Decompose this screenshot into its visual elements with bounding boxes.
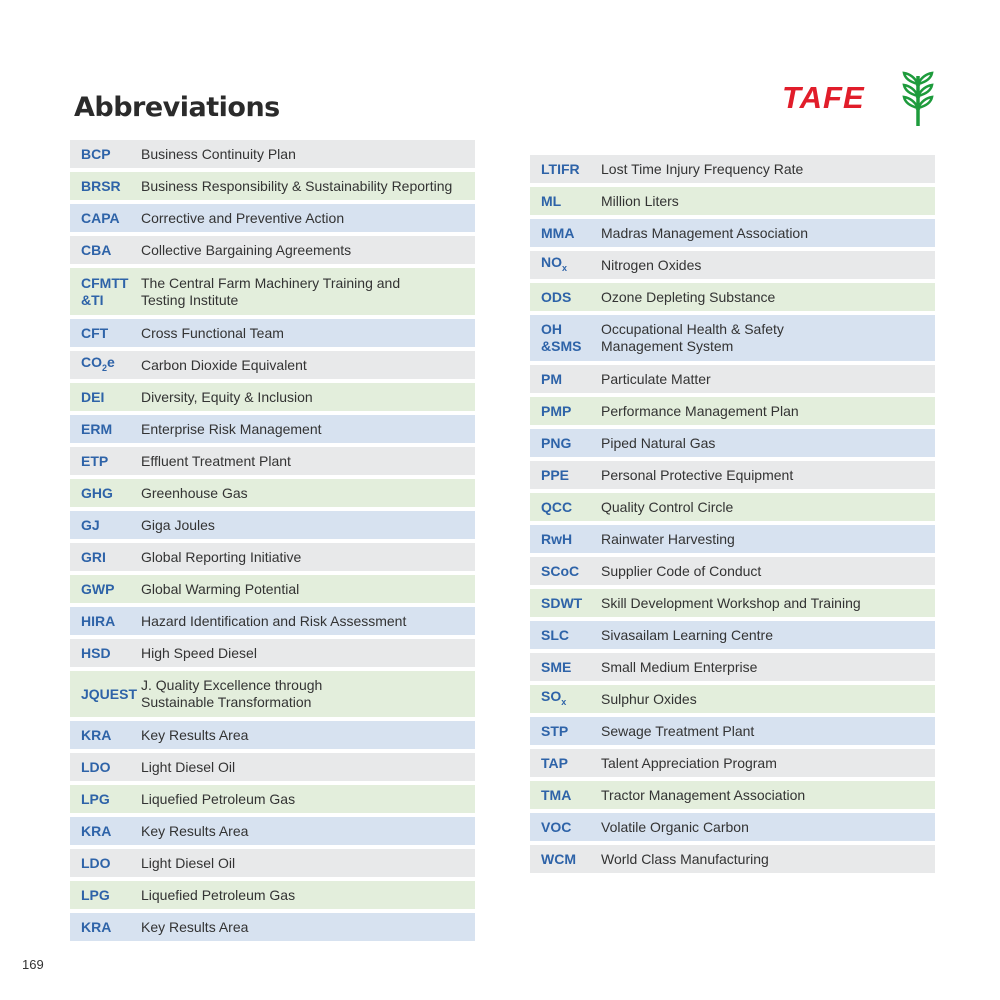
abbreviation-row bbox=[70, 639, 475, 667]
abbreviation-definition: Giga Joules bbox=[141, 516, 215, 533]
abbreviation-row bbox=[530, 749, 935, 777]
abbreviation-definition: Million Liters bbox=[601, 192, 679, 209]
abbreviation-definition: Business Responsibility & Sustainability Reporting bbox=[141, 177, 453, 194]
abbreviation-term: LDO bbox=[81, 758, 111, 775]
abbreviation-row bbox=[70, 319, 475, 347]
abbreviation-row bbox=[530, 781, 935, 809]
abbreviation-term: TMA bbox=[541, 786, 572, 803]
logo-text: TAFE bbox=[782, 80, 865, 115]
abbreviation-row bbox=[530, 219, 935, 247]
abbreviation-list-left bbox=[70, 140, 475, 945]
abbreviation-row bbox=[70, 447, 475, 475]
abbreviation-definition: Light Diesel Oil bbox=[141, 854, 236, 871]
abbreviation-term: PM bbox=[541, 370, 562, 387]
abbreviation-term: CFMTT &TI bbox=[81, 274, 129, 308]
abbreviation-term: KRA bbox=[81, 918, 112, 935]
abbreviation-definition: J. Quality Excellence through Sustainable Transformation bbox=[141, 677, 323, 710]
abbreviation-definition: Carbon Dioxide Equivalent bbox=[141, 356, 307, 373]
abbreviation-definition: Volatile Organic Carbon bbox=[601, 818, 749, 835]
abbreviation-definition: Skill Development Workshop and Training bbox=[601, 594, 861, 611]
abbreviation-definition: Lost Time Injury Frequency Rate bbox=[601, 160, 804, 177]
abbreviation-term: KRA bbox=[81, 726, 112, 743]
abbreviation-definition: Enterprise Risk Management bbox=[141, 420, 322, 437]
abbreviation-term: MMA bbox=[541, 224, 575, 241]
abbreviation-definition: World Class Manufacturing bbox=[601, 850, 769, 867]
abbreviation-term: ERM bbox=[81, 420, 113, 437]
abbreviation-definition: Business Continuity Plan bbox=[141, 145, 296, 162]
abbreviation-row bbox=[530, 315, 935, 361]
abbreviation-term: GHG bbox=[81, 484, 113, 501]
abbreviation-definition: Greenhouse Gas bbox=[141, 484, 248, 501]
abbreviation-term: PPE bbox=[541, 466, 570, 483]
abbreviation-definition: Effluent Treatment Plant bbox=[141, 452, 291, 469]
abbreviation-term: LPG bbox=[81, 886, 110, 903]
abbreviation-definition: Supplier Code of Conduct bbox=[601, 562, 762, 579]
abbreviation-row bbox=[530, 155, 935, 183]
leaf-icon bbox=[900, 70, 936, 128]
abbreviation-row bbox=[530, 461, 935, 489]
abbreviation-term: LPG bbox=[81, 790, 110, 807]
abbreviation-definition: Sivasailam Learning Centre bbox=[601, 626, 773, 643]
abbreviation-definition: Occupational Health & Safety Management System bbox=[601, 321, 784, 354]
abbreviation-definition: Personal Protective Equipment bbox=[601, 466, 794, 483]
abbreviation-definition: The Central Farm Machinery Training and Testing Institute bbox=[141, 274, 401, 308]
abbreviation-term: HIRA bbox=[81, 612, 116, 629]
abbreviation-row bbox=[70, 543, 475, 571]
abbreviation-term: JQUEST bbox=[81, 685, 138, 702]
abbreviation-definition: High Speed Diesel bbox=[141, 644, 257, 661]
abbreviation-term: ML bbox=[541, 192, 562, 209]
abbreviation-term: CBA bbox=[81, 241, 112, 258]
abbreviation-row bbox=[70, 817, 475, 845]
abbreviation-term: CAPA bbox=[81, 209, 120, 226]
abbreviation-term: LTIFR bbox=[541, 160, 580, 177]
abbreviation-row bbox=[530, 365, 935, 393]
abbreviation-term: CFT bbox=[81, 324, 109, 341]
abbreviation-definition: Rainwater Harvesting bbox=[601, 530, 735, 547]
abbreviation-definition: Key Results Area bbox=[141, 918, 249, 935]
abbreviation-row bbox=[530, 653, 935, 681]
page-number: 169 bbox=[22, 957, 44, 972]
abbreviation-definition: Corrective and Preventive Action bbox=[141, 209, 345, 226]
abbreviation-row bbox=[530, 525, 935, 553]
tafe-logo bbox=[782, 70, 942, 128]
abbreviation-row bbox=[70, 415, 475, 443]
abbreviation-row bbox=[70, 236, 475, 264]
abbreviation-term: WCM bbox=[541, 850, 576, 867]
abbreviation-row bbox=[70, 383, 475, 411]
abbreviation-term: RwH bbox=[541, 530, 573, 547]
abbreviation-row bbox=[530, 283, 935, 311]
abbreviation-term: PNG bbox=[541, 434, 572, 451]
abbreviation-definition: Light Diesel Oil bbox=[141, 758, 236, 775]
abbreviation-row bbox=[530, 429, 935, 457]
abbreviation-term: DEI bbox=[81, 388, 105, 405]
abbreviation-term: STP bbox=[541, 722, 569, 739]
abbreviation-definition: Liquefied Petroleum Gas bbox=[141, 886, 296, 903]
abbreviation-term: BCP bbox=[81, 145, 111, 162]
abbreviation-definition: Quality Control Circle bbox=[601, 498, 734, 515]
abbreviation-term: GJ bbox=[81, 516, 100, 533]
abbreviation-term: PMP bbox=[541, 402, 572, 419]
abbreviation-list-right bbox=[530, 155, 935, 877]
abbreviation-row bbox=[70, 785, 475, 813]
abbreviation-definition: Key Results Area bbox=[141, 822, 249, 839]
abbreviation-definition: Hazard Identification and Risk Assessment bbox=[141, 612, 407, 629]
abbreviation-row bbox=[530, 251, 935, 279]
abbreviation-definition: Sulphur Oxides bbox=[601, 690, 697, 707]
abbreviation-row bbox=[530, 813, 935, 841]
abbreviation-definition: Global Reporting Initiative bbox=[141, 548, 302, 565]
abbreviation-row bbox=[70, 172, 475, 200]
abbreviation-term: GWP bbox=[81, 580, 115, 597]
abbreviation-row bbox=[70, 511, 475, 539]
abbreviation-term: OH &SMS bbox=[541, 321, 582, 354]
abbreviation-definition: Diversity, Equity & Inclusion bbox=[141, 388, 313, 405]
abbreviation-term: $SO_x$ bbox=[541, 687, 567, 707]
abbreviation-term: ETP bbox=[81, 452, 109, 469]
abbreviation-row bbox=[530, 717, 935, 745]
abbreviation-term: $NO_x$ bbox=[541, 253, 568, 273]
abbreviation-definition: Small Medium Enterprise bbox=[601, 658, 758, 675]
abbreviation-definition: Key Results Area bbox=[141, 726, 249, 743]
abbreviation-row bbox=[530, 621, 935, 649]
abbreviation-definition: Performance Management Plan bbox=[601, 402, 799, 419]
abbreviation-row bbox=[70, 849, 475, 877]
abbreviation-definition: Particulate Matter bbox=[601, 370, 711, 387]
abbreviation-term: ODS bbox=[541, 288, 572, 305]
abbreviation-term: QCC bbox=[541, 498, 573, 515]
abbreviation-row bbox=[70, 753, 475, 781]
abbreviation-row bbox=[70, 881, 475, 909]
abbreviation-row bbox=[530, 493, 935, 521]
abbreviation-row bbox=[530, 557, 935, 585]
abbreviation-row bbox=[70, 351, 475, 379]
abbreviation-row bbox=[530, 187, 935, 215]
abbreviation-definition: Nitrogen Oxides bbox=[601, 256, 702, 273]
page-title: Abbreviations bbox=[74, 92, 280, 123]
abbreviation-row bbox=[530, 397, 935, 425]
abbreviation-term: HSD bbox=[81, 644, 111, 661]
abbreviation-row bbox=[70, 913, 475, 941]
abbreviation-row bbox=[530, 589, 935, 617]
abbreviation-definition: Collective Bargaining Agreements bbox=[141, 241, 352, 258]
abbreviation-row bbox=[70, 140, 475, 168]
abbreviation-definition: Liquefied Petroleum Gas bbox=[141, 790, 296, 807]
abbreviation-term: KRA bbox=[81, 822, 112, 839]
abbreviation-definition: Sewage Treatment Plant bbox=[601, 722, 755, 739]
abbreviation-row bbox=[530, 845, 935, 873]
abbreviation-term: LDO bbox=[81, 854, 111, 871]
abbreviation-row bbox=[70, 479, 475, 507]
abbreviation-term: BRSR bbox=[81, 177, 121, 194]
abbreviation-row bbox=[70, 721, 475, 749]
abbreviation-definition: Global Warming Potential bbox=[141, 580, 300, 597]
abbreviation-row bbox=[530, 685, 935, 713]
abbreviation-term: SME bbox=[541, 658, 572, 675]
abbreviation-term: $CO_2e$ bbox=[81, 353, 115, 373]
abbreviation-term: SLC bbox=[541, 626, 569, 643]
abbreviation-row bbox=[70, 204, 475, 232]
abbreviation-term: SCoC bbox=[541, 562, 580, 579]
abbreviation-definition: Tractor Management Association bbox=[601, 786, 806, 803]
abbreviation-definition: Piped Natural Gas bbox=[601, 434, 716, 451]
abbreviation-definition: Cross Functional Team bbox=[141, 324, 284, 341]
abbreviation-definition: Talent Appreciation Program bbox=[601, 754, 777, 771]
abbreviation-term: VOC bbox=[541, 818, 572, 835]
abbreviation-row bbox=[70, 671, 475, 717]
abbreviation-term: GRI bbox=[81, 548, 106, 565]
abbreviation-term: SDWT bbox=[541, 594, 583, 611]
abbreviation-row bbox=[70, 575, 475, 603]
abbreviation-row bbox=[70, 268, 475, 315]
abbreviation-row bbox=[70, 607, 475, 635]
abbreviation-definition: Madras Management Association bbox=[601, 224, 808, 241]
abbreviation-term: TAP bbox=[541, 754, 568, 771]
abbreviation-definition: Ozone Depleting Substance bbox=[601, 288, 776, 305]
